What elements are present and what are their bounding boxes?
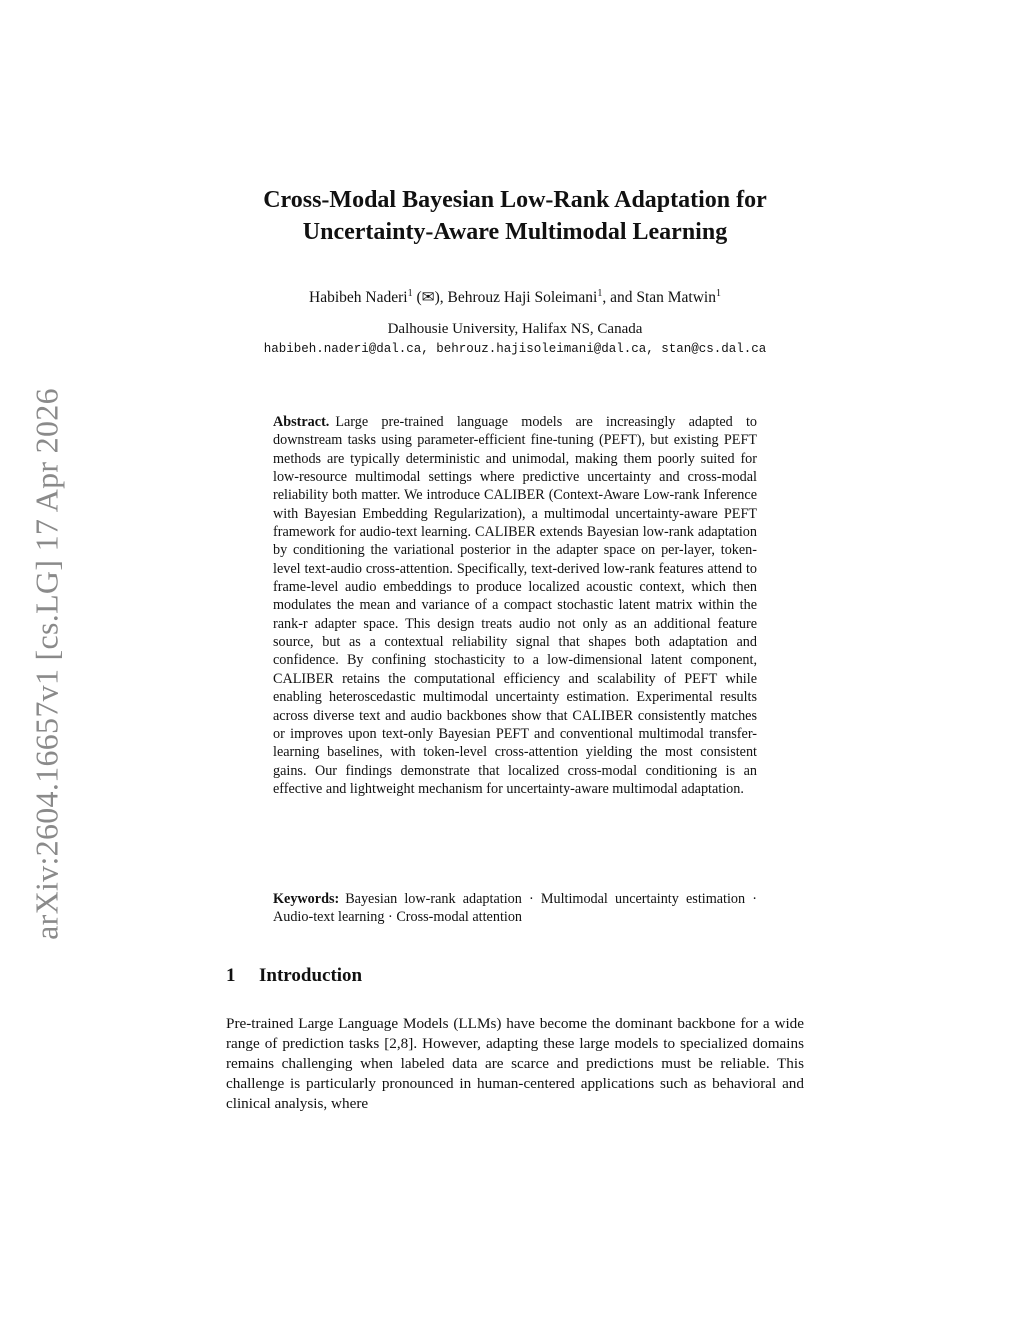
affiliation: Dalhousie University, Halifax NS, Canada [387, 321, 643, 337]
author-name: Stan Matwin [636, 289, 716, 307]
title-line-1: Cross-Modal Bayesian Low-Rank Adaptation for [263, 187, 767, 213]
abstract [273, 413, 757, 798]
author-name: Behrouz Haji Soleimani [447, 289, 598, 307]
corresponding-author-mark: (✉) [412, 289, 440, 307]
section-number: 1 [226, 965, 236, 986]
keywords-label: Keywords: [273, 891, 340, 907]
keywords-text: Bayesian low-rank adaptation · Multimodal uncertainty estimation · Audio-text learning · Cross-modal attention [273, 891, 757, 926]
intro-paragraph: Pre-trained Large Language Models (LLMs) have become the dominant backbone for a wide range of prediction tasks [2,8]. However, adapting these large models to specialized domains remains challenging when labeled data are scarce and predictions must be reliable. This challenge is particularly pronounced in human-centered applications such as behavioral and clinical analysis, where [226, 1015, 804, 1112]
abstract-label: Abstract. [273, 414, 330, 430]
author-affiliation-mark: 1 [597, 288, 603, 299]
author-separator: , and [602, 289, 637, 307]
arxiv-identifier-stamp: arXiv:2604.16657v1 [cs.LG] 17 Apr 2026 [28, 388, 65, 940]
introduction-body [226, 1014, 804, 1114]
abstract-text: Large pre-trained language models are increasingly adapted to downstream tasks using parameter-efficient fine-tuning (PEFT), but existing PEFT methods are typically deterministic and unimodal, making them poorly suited for low-resource multimodal settings where predictive uncertainty and cross-modal reliability both matter. We introduce CALIBER (Context-Aware Low-rank Inference with Bayesian Embedding Regularization), a multimodal uncertainty-aware PEFT framework for audio-text learning. CALIBER extends Bayesian low-rank adaptation by conditioning the variational posterior in the adapter space on per-layer, token-level text-audio cross-attention. Specifically, text-derived low-rank features attend to frame-level audio embeddings to produce localized acoustic context, which then modulates the mean and variance of a compact stochastic latent matrix within the rank-r adapter space. This design treats audio not only as an additional feature source, but as a contextual reliability signal that shapes both adaptation and confidence. By confining stochasticity to a low-dimensional latent component, CALIBER retains the computational efficiency and scalability of PEFT while enabling heteroscedastic multimodal uncertainty estimation. Experimental results across diverse text and audio backbones show that CALIBER consistently matches or improves upon text-only Bayesian PEFT and conventional multimodal transfer-learning baselines, with token-level cross-attention yielding the most consistent gains. Our findings demonstrate that localized cross-modal conditioning is an effective and lightweight mechanism for uncertainty-aware multimodal adaptation. [273, 414, 757, 797]
author-name: Habibeh Naderi [309, 289, 408, 307]
title-line-2: Uncertainty-Aware Multimodal Learning [302, 219, 728, 245]
section-title: Introduction [259, 965, 363, 986]
author-list [200, 283, 830, 309]
paper-title [200, 184, 830, 248]
author-affiliation-mark: 1 [715, 288, 721, 299]
keywords [273, 890, 757, 927]
author-separator: , [439, 289, 448, 307]
author-affiliation-mark: 1 [407, 288, 413, 299]
author-emails: habibeh.naderi@dal.ca, behrouz.hajisoleimani@dal.ca, stan@cs.dal.ca [263, 342, 767, 356]
section-heading [226, 965, 362, 987]
